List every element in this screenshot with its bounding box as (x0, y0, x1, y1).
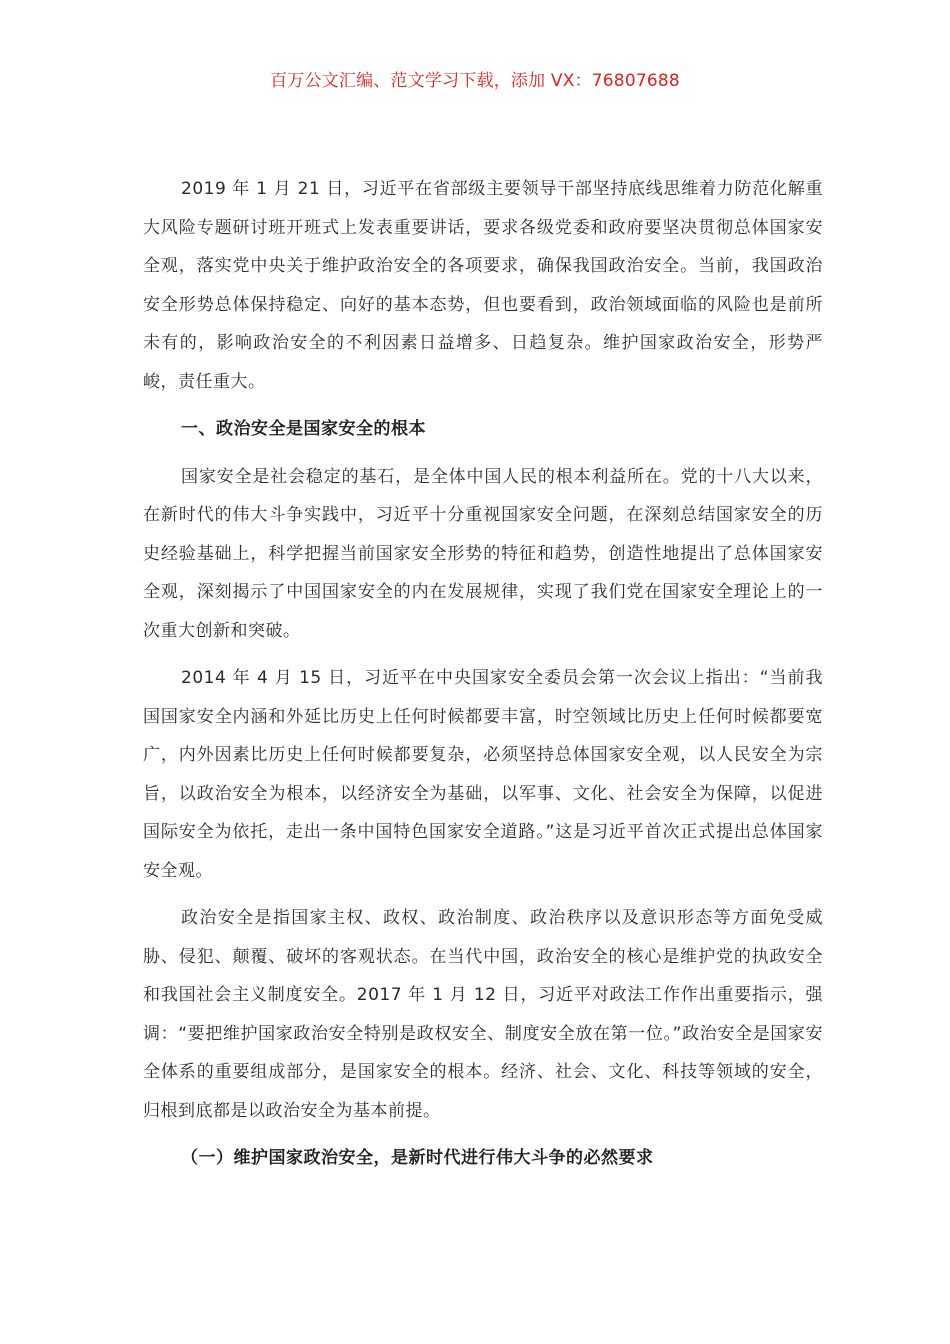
header-banner: 百万公文汇编、范文学习下载，添加 VX：76807688 (270, 71, 680, 91)
paragraph-intro: 2019 年 1 月 21 日，习近平在省部级主要领导干部坚持底线思维着力防范化解重大风险专题研讨班开班式上发表重要讲话，要求各级党委和政府要坚决贯彻总体国家安全观，落实党中央关于维护政治安全的各项要求，确保我国政治安全。当前，我国政治安全形势总体保持稳定、向好的基本态势，但也要看到，政治领域面临的风险也是前所未有的，影响政治安全的不利因素日益增多、日趋复杂。维护国家政治安全，形势严峻，责任重大。 (143, 179, 823, 392)
subsection-heading-1: （一）维护国家政治安全，是新时代进行伟大斗争的必然要求 (181, 1148, 654, 1168)
section-heading-1: 一、政治安全是国家安全的根本 (181, 419, 426, 439)
paragraph-political-security-definition: 政治安全是指国家主权、政权、政治制度、政治秩序以及意识形态等方面免受威胁、侵犯、颠覆、破坏的客观状态。在当代中国，政治安全的核心是维护党的执政安全和我国社会主义制度安全。2017 年 1 月 12 日，习近平对政法工作作出重要指示，强调：“要把维护国家政治安全特别是政权安全、制度安全放在第一位。”政治安全是国家安全体系的重要组成部分，是国家安全的根本。经济、社会、文化、科技等领域的安全，归根到底都是以政治安全为基本前提。 (143, 908, 823, 1121)
document-body (143, 170, 823, 1178)
paragraph-national-security: 国家安全是社会稳定的基石，是全体中国人民的根本利益所在。党的十八大以来，在新时代的伟大斗争实践中，习近平十分重视国家安全问题，在深刻总结国家安全的历史经验基础上，科学把握当前国家安全形势的特征和趋势，创造性地提出了总体国家安全观，深刻揭示了中国国家安全的内在发展规律，实现了我们党在国家安全理论上的一次重大创新和突破。 (143, 466, 823, 641)
paragraph-2014-speech: 2014 年 4 月 15 日，习近平在中央国家安全委员会第一次会议上指出：“当前我国国家安全内涵和外延比历史上任何时候都要丰富，时空领域比历史上任何时候都要宽广，内外因素比历史上任何时候都要复杂，必须坚持总体国家安全观，以人民安全为宗旨，以政治安全为根本，以经济安全为基础，以军事、文化、社会安全为保障，以促进国际安全为依托，走出一条中国特色国家安全道路。”这是习近平首次正式提出总体国家安全观。 (143, 668, 823, 881)
